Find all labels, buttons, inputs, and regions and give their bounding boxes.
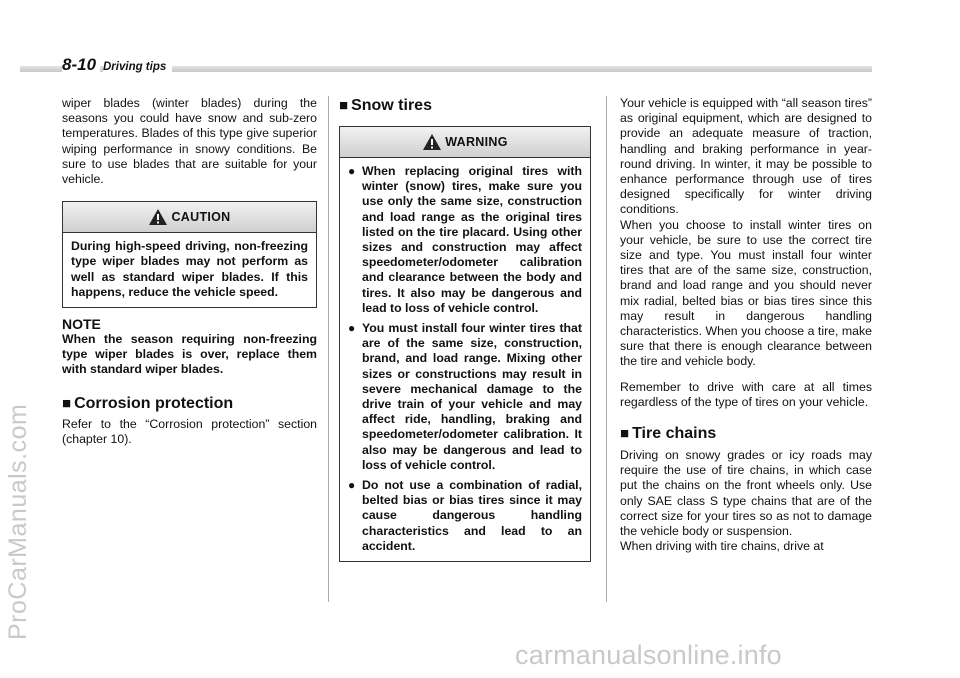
warning-item: ● When replacing original tires with winter (snow) tires, make sure you use only the same size, construction and load range as the original tires listed on the tire placard. Using other sizes and construction may affect speedometer/odometer calibration and clearance between the body and tires. It also may be dangerous and lead to loss of vehicle control. (348, 164, 582, 315)
chains-paragraph: Driving on snowy grades or icy roads may require the use of tire chains, in which case put the chains on the front wheels only. Use only SAE class S type chains that are of the correct size for your tires so as not to damage the vehicle body or suspension. (620, 448, 872, 539)
note-text: When the season requiring non-freezing type wiper blades is over, replace them with standard wiper blades. (62, 332, 317, 377)
bullet-icon: ● (348, 478, 356, 493)
warning-header (340, 127, 590, 158)
warning-triangle-icon (148, 208, 168, 226)
caution-label: CAUTION (171, 210, 231, 225)
warning-label: WARNING (445, 135, 508, 149)
tire-chains-heading: ■ Tire chains (620, 425, 717, 443)
column-divider (328, 96, 329, 602)
warning-item: ● You must install four winter tires that are of the same size, construction, brand, and load range. Mixing other sizes or constructions may result in severe mechanical damage to the drive train of your vehicle and may affect ride, handling, braking and speedometer/odometer calibration. It also may be dangerous and lead to loss of vehicle control. (348, 321, 582, 472)
corrosion-text: Refer to the “Corrosion protection” section (chapter 10). (62, 416, 317, 446)
bullet-icon: ● (348, 321, 356, 336)
page-number: 8-10 (62, 55, 100, 75)
section-title: Driving tips (103, 61, 172, 73)
caution-header (63, 202, 316, 233)
column-divider (606, 96, 607, 602)
winter-tires-paragraph: When you choose to install winter tires on your vehicle, be sure to use the correct tire size and type. You must install four winter tires that are of the same size, construction, brand and load range and you should never mix radial, belted bias or bias tires since this may result in dangerous handling characteristics. When you choose a tire, make sure that there is enough clearance between the tire and vehicle body. (620, 217, 872, 369)
square-bullet-icon: ■ (620, 425, 630, 443)
square-bullet-icon: ■ (62, 394, 72, 412)
warning-triangle-icon (422, 133, 442, 151)
warning-box (339, 126, 591, 562)
column-3 (620, 96, 872, 554)
column-2 (339, 96, 591, 562)
square-bullet-icon: ■ (339, 97, 349, 114)
all-season-paragraph: Your vehicle is equipped with “all season tires” as original equipment, which are designed to provide an adequate measure of traction, handling and braking performance in year-round driving. In winter, it may be possible to enhance performance through use of tires designed specifically for winter driving conditions. (620, 96, 872, 217)
warning-item: ● Do not use a combination of radial, belted bias or bias tires since it may cause dangerous handling characteristics and lead to an accident. (348, 478, 582, 553)
chains-driving-paragraph: When driving with tire chains, drive at (620, 539, 824, 554)
note-label: NOTE (62, 316, 101, 333)
corrosion-section (62, 394, 317, 447)
note-block (62, 316, 317, 378)
watermark-left: ProCarManuals.com (4, 403, 32, 640)
column-1 (62, 96, 317, 447)
wiper-intro-text: wiper blades (winter blades) during the seasons you could have snow and sub-zero temperatures. Blades of this type give superior wiping performance in snowy conditions. Be sure to use blades that are suitable for your vehicle. (62, 96, 317, 187)
snow-tires-heading: ■ Snow tires (339, 97, 432, 114)
watermark-bottom: carmanualsonline.info (515, 640, 782, 670)
bullet-icon: ● (348, 164, 356, 178)
caution-text: During high-speed driving, non-freezing type wiper blades may not perform as well as standard wiper blades. If this happens, reduce the vehicle speed. (71, 239, 308, 299)
caution-box (62, 201, 317, 308)
drive-care-paragraph: Remember to drive with care at all times regardless of the type of tires on your vehicle. (620, 379, 872, 409)
corrosion-heading: ■ Corrosion protection (62, 394, 234, 412)
